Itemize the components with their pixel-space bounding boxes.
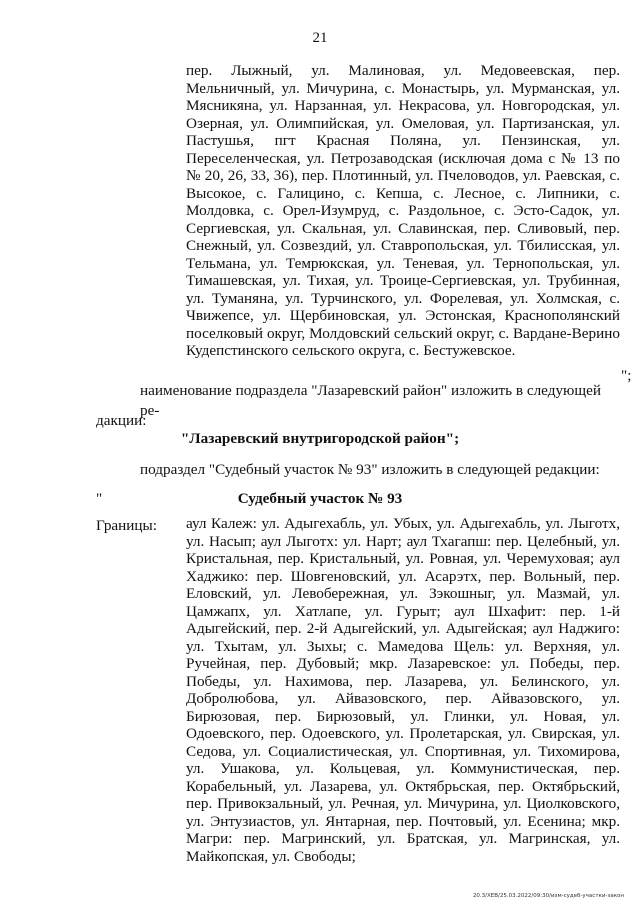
district-heading: "Лазаревский внутригородской район"; <box>180 430 460 447</box>
closing-quote-mark: "; <box>621 367 632 384</box>
rename-instruction-line-2: дакции: <box>96 412 147 429</box>
opening-quote-mark: " <box>96 490 103 507</box>
document-footer-code: 20.3/ХЕВ/25.03.2022/09:30/изм-судеб-участки-закон <box>472 893 624 899</box>
bounds-label: Границы: <box>96 517 157 534</box>
court-section-heading: Судебный участок № 93 <box>237 490 403 507</box>
page-number: 21 <box>312 30 328 46</box>
bounds-address-list: аул Калеж: ул. Адыгехабль, ул. Убых, ул. Адыгехабль, ул. Лыготх, ул. Насып; аул Лыготх: ул. Нарт; аул Тхагапш: пер. Целебный, ул. Кристальная, пер. Кристальный, ул. Ровная, ул. Черемуховая; аул Хаджико: пер. Шовгеновский, ул. Асарэтх, пер. Вольный, пер. Еловский, ул. Левобережная, ул. Зэкошныг, ул. Мазмай, ул. Цамжапх, ул. Хатлапе, ул. Гурыт; аул Шхафит: пер. 1-й Адыгейский, пер. 2-й Адыгейский, ул. Адыгейская; аул Наджиго: ул. Тхытам, ул. Зыхы; с. Мамедова Щель: ул. Верхняя, ул. Ручейная, пер. Дубовый; мкр. Лазаревское: ул. Победы, пер. Победы, ул. Нахимова, пер. Лазарева, ул. Белинского, ул. Добролюбова, ул. Айвазовского, пер. Айвазовского, ул. Бирюзовая, пер. Бирюзовый, ул. Глинки, ул. Новая, ул. Одоевского, пер. Одоевского, ул. Пролетарская, ул. Свирская, ул. Седова, ул. Социалистическая, ул. Спортивная, ул. Тихомирова, ул. Ушакова, ул. Кольцевая, ул. Коммунистическая, пер. Корабельный, ул. Лазарева, ул. Октябрьская, пер. Октябрьский, пер. Привокзальный, ул. Речная, ул. Мичурина, ул. Циолковского, ул. Энтузиастов, ул. Янтарная, пер. Почтовый, ул. Есенина; мкр. Магри: пер. Магринский, ул. Братская, ул. Магринская, ул. Майкопская, ул. Свободы; <box>186 515 620 865</box>
subsection-instruction: подраздел "Судебный участок № 93" изложить в следующей редакции: <box>140 461 600 478</box>
rename-instruction-line-1: наименование подраздела "Лазаревский район" изложить в следующей ре- <box>140 382 601 419</box>
address-list-paragraph: пер. Лыжный, ул. Малиновая, ул. Медовеевская, пер. Мельничный, ул. Мичурина, с. Монастырь, ул. Мурманская, ул. Мясникяна, ул. Нарзанная, ул. Некрасова, ул. Новгородская, ул. Озерная, ул. Олимпийская, ул. Омеловая, ул. Партизанская, ул. Пастушья, пгт Красная Поляна, ул. Пензинская, ул. Переселенческая, ул. Петрозаводская (исключая дома с № 13 по № 20, 26, 33, 36), пер. Плотинный, ул. Пчеловодов, ул. Раевская, с. Высокое, с. Галицино, с. Кепша, с. Лесное, с. Липники, с. Молдовка, с. Орел-Изумруд, с. Раздольное, с. Эсто-Садок, ул. Сергиевская, ул. Скальная, ул. Славинская, пер. Сливовый, пер. Снежный, ул. Созвездий, ул. Ставропольская, ул. Тбилисская, ул. Тельмана, ул. Темрюкская, ул. Теневая, ул. Тернопольская, ул. Тимашевская, ул. Тихая, ул. Троице-Сергиевская, ул. Трубинная, ул. Туманяна, ул. Турчинского, ул. Форелевая, ул. Холмская, с. Чвижепсе, ул. Щербиновская, ул. Эстонская, Краснополянский поселковый округ, Молдовский сельский округ, с. Вардане-Верино Кудепстинского сельского округа, с. Бестужевское. <box>186 62 620 359</box>
